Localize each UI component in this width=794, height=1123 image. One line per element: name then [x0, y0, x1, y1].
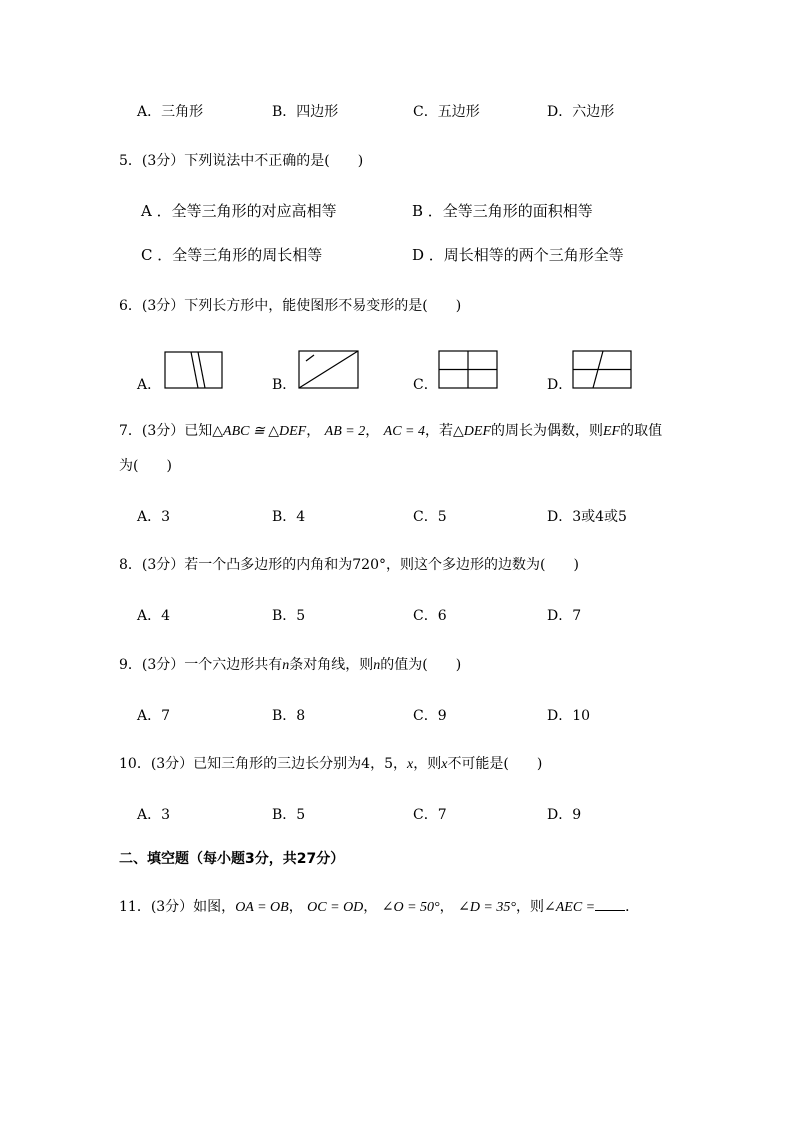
- q10-option-b: B．5: [272, 807, 306, 823]
- rectangle-two-parallel-slants-icon: [164, 351, 224, 390]
- q7-stem: 7．(3分）已知△ABC ≅ △DEF， AB = 2， AC = 4，若△DEF的周长为偶数，则EF的取值: [119, 423, 663, 439]
- q10-option-a: A．3: [137, 807, 171, 823]
- q8-option-c: C．6: [413, 608, 447, 624]
- rectangle-diagonal-icon: [298, 350, 360, 390]
- q7-option-d: D．3或4或5: [547, 509, 627, 525]
- q7-option-b: B．4: [272, 509, 306, 525]
- q5-option-b: B ．全等三角形的面积相等: [412, 202, 593, 220]
- rectangle-horizontal-and-slant-icon: [572, 350, 633, 390]
- q4-option-d: D．六边形: [547, 104, 615, 120]
- q9-option-a: A．7: [137, 708, 171, 724]
- section-heading: 二、填空题（每小题3分，共27分）: [119, 851, 345, 867]
- q10-option-c: C．7: [413, 807, 447, 823]
- q7-triangle: △DEF: [453, 424, 491, 439]
- q7-ac: AC = 4: [383, 424, 426, 439]
- q4-option-b: B．四边形: [272, 104, 339, 120]
- q6-option-b-letter: B．: [272, 377, 297, 393]
- q7-ab: AB = 2: [324, 424, 366, 439]
- answer-blank[interactable]: [595, 896, 625, 911]
- q6-option-a-letter: A．: [137, 377, 162, 393]
- q4-option-c: C．五边形: [413, 104, 480, 120]
- q6-option-c-letter: C．: [413, 377, 438, 393]
- q7-congruence: △ABC ≅ △DEF: [212, 424, 307, 439]
- q8-stem: 8．(3分）若一个凸多边形的内角和为720°，则这个多边形的边数为( ): [119, 557, 579, 573]
- q7-stem-line2: 为( ): [119, 458, 172, 474]
- q11-stem: 11．(3分）如图，OA = OB， OC = OD， ∠O = 50°， ∠D = 35°，则∠AEC = ．: [119, 896, 639, 918]
- q7-option-a: A．3: [137, 509, 171, 525]
- q6-option-d-letter: D．: [547, 377, 573, 393]
- q4-option-a: A．三角形: [137, 104, 204, 120]
- q9-option-b: B．8: [272, 708, 306, 724]
- q7-option-c: C．5: [413, 509, 447, 525]
- q5-stem: 5．(3分）下列说法中不正确的是( ): [119, 153, 364, 169]
- q6-stem: 6．(3分）下列长方形中，能使图形不易变形的是( ): [119, 298, 462, 314]
- q5-option-a: A ．全等三角形的对应高相等: [141, 202, 337, 220]
- q10-stem: 10．(3分）已知三角形的三边长分别为4，5，x，则x不可能是( ): [119, 756, 543, 772]
- q8-option-b: B．5: [272, 608, 306, 624]
- q10-option-d: D．9: [547, 807, 582, 823]
- q9-stem: 9．(3分）一个六边形共有n条对角线，则n的值为( ): [119, 657, 462, 673]
- q5-option-c: C ．全等三角形的周长相等: [141, 246, 323, 264]
- q8-option-d: D．7: [547, 608, 582, 624]
- q8-option-a: A．4: [137, 608, 171, 624]
- q9-option-d: D．10: [547, 708, 591, 724]
- q7-ef: EF: [603, 424, 621, 439]
- q5-option-d: D ．周长相等的两个三角形全等: [412, 246, 624, 264]
- q9-option-c: C．9: [413, 708, 447, 724]
- rectangle-cross-icon: [438, 350, 499, 390]
